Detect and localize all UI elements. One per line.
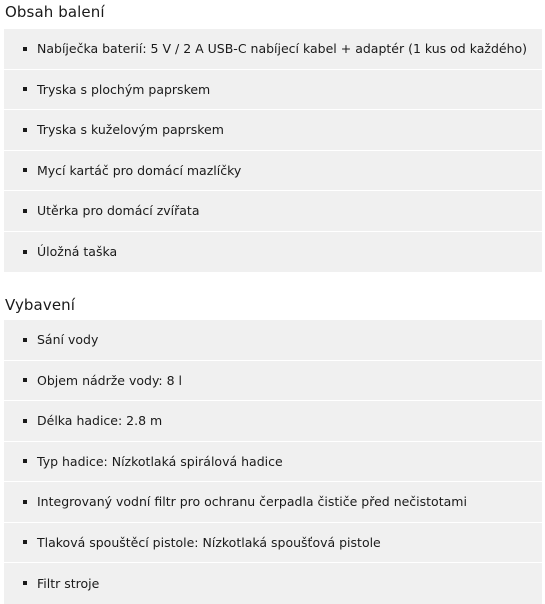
package-contents-title: Obsah balení (5, 3, 105, 21)
list-item (4, 232, 542, 273)
list-item-text: Nabíječka baterií: 5 V / 2 A USB-C nabíjecí kabel + adaptér (1 kus od každého) (37, 41, 528, 57)
list-item (4, 523, 542, 564)
list-item-text: Délka hadice: 2.8 m (37, 413, 163, 429)
list-item (4, 442, 542, 483)
list-item-text: Tryska s kuželovým paprskem (37, 122, 224, 138)
list-item-text: Integrovaný vodní filtr pro ochranu čerpadla čističe před nečistotami (37, 494, 467, 510)
features-title: Vybavení (5, 296, 76, 314)
features-list (4, 320, 542, 604)
features-section (0, 294, 542, 604)
bullet-icon (23, 378, 27, 382)
list-item (4, 482, 542, 523)
list-item (4, 29, 542, 70)
list-item (4, 563, 542, 604)
bullet-icon (23, 338, 27, 342)
list-item (4, 110, 542, 151)
list-item-text: Filtr stroje (37, 575, 100, 591)
list-item (4, 151, 542, 192)
bullet-icon (23, 87, 27, 91)
bullet-icon (23, 168, 27, 172)
bullet-icon (23, 581, 27, 585)
list-item-text: Objem nádrže vody: 8 l (37, 372, 183, 388)
bullet-icon (23, 209, 27, 213)
bullet-icon (23, 128, 27, 132)
package-contents-section (0, 1, 542, 272)
bullet-icon (23, 459, 27, 463)
list-item (4, 320, 542, 361)
list-item-text: Mycí kartáč pro domácí mazlíčky (37, 162, 242, 178)
list-item (4, 361, 542, 402)
package-contents-list (4, 29, 542, 272)
bullet-icon (23, 540, 27, 544)
list-item (4, 401, 542, 442)
list-item-text: Utěrka pro domácí zvířata (37, 203, 200, 219)
bullet-icon (23, 250, 27, 254)
list-item-text: Typ hadice: Nízkotlaká spirálová hadice (37, 453, 283, 469)
bullet-icon (23, 500, 27, 504)
list-item-text: Úložná taška (37, 244, 118, 260)
list-item-text: Sání vody (37, 332, 99, 348)
list-item-text: Tryska s plochým paprskem (37, 81, 211, 97)
list-item-text: Tlaková spouštěcí pistole: Nízkotlaká spoušťová pistole (37, 534, 381, 550)
list-item (4, 70, 542, 111)
bullet-icon (23, 419, 27, 423)
list-item (4, 191, 542, 232)
bullet-icon (23, 47, 27, 51)
